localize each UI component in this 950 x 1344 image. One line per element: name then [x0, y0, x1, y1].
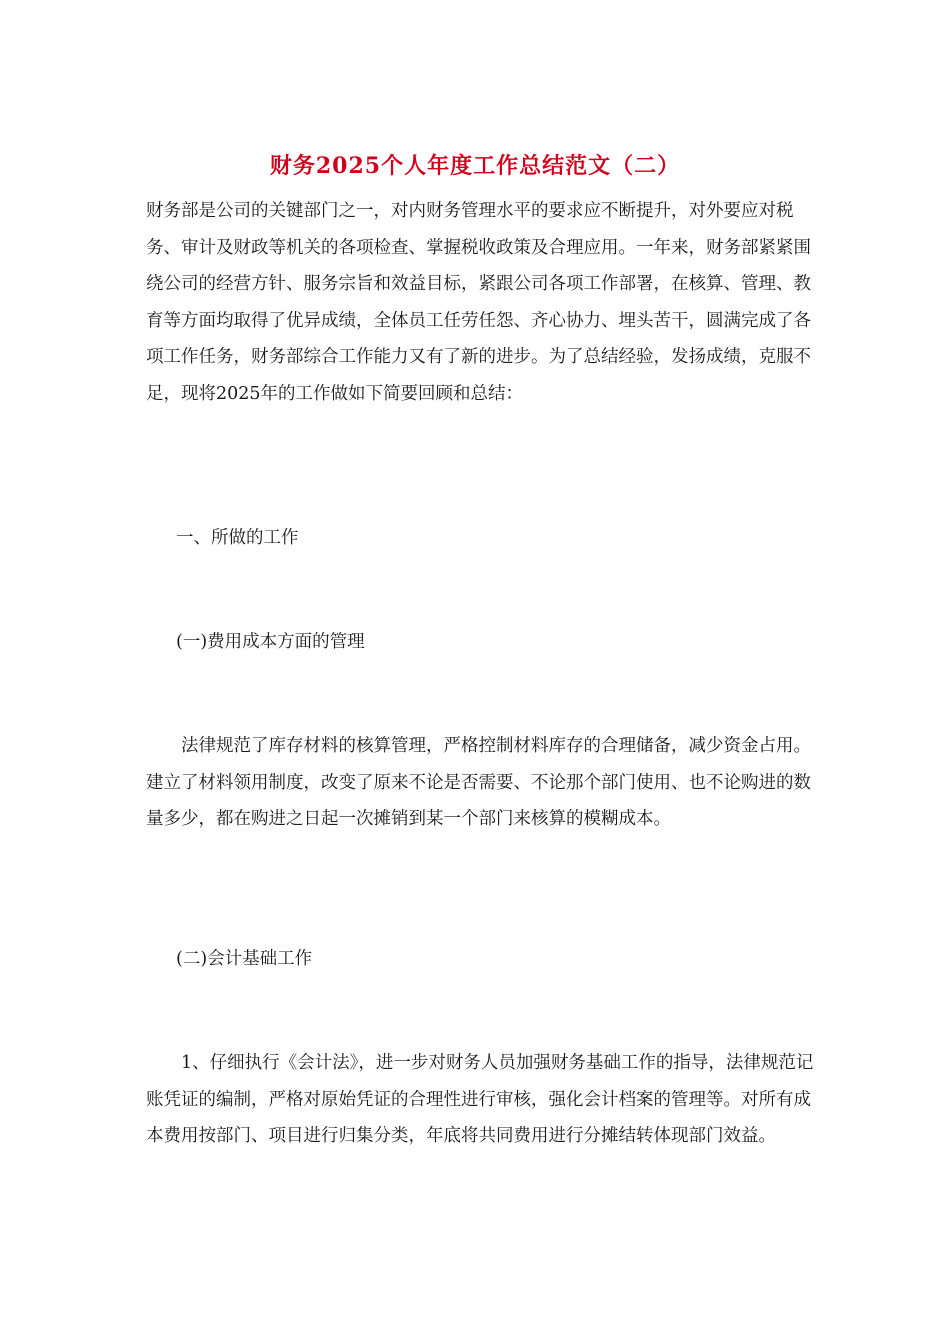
cost-management-paragraph: 法律规范了库存材料的核算管理，严格控制材料库存的合理储备，减少资金占用。建立了材料领用制度，改变了原来不论是否需要、不论那个部门使用、也不论购进的数量多少，都在购进之日起一次摊销到某一个部门来核算的模糊成本。 [146, 736, 811, 829]
subsection-heading-cost-management: (一)费用成本方面的管理 [176, 632, 365, 652]
accounting-item-1-paragraph: 1、仔细执行《会计法》，进一步对财务人员加强财务基础工作的指导，法律规范记账凭证的编制，严格对原始凭证的合理性进行审核，强化会计档案的管理等。对所有成本费用按部门、项目进行归集分类，年底将共同费用进行分摊结转体现部门效益。 [146, 1053, 814, 1146]
document-title: 财务2025个人年度工作总结范文（二） [269, 153, 681, 179]
intro-paragraph: 财务部是公司的关键部门之一，对内财务管理水平的要求应不断提升，对外要应对税务、审计及财政等机关的各项检查、掌握税收政策及合理应用。一年来，财务部紧紧围绕公司的经营方针、服务宗旨和效益目标，紧跟公司各项工作部署，在核算、管理、教育等方面均取得了优异成绩，全体员工任劳任怨、齐心协力、埋头苦干，圆满完成了各项工作任务，财务部综合工作能力又有了新的进步。为了总结经验，发扬成绩，克服不足，现将2025年的工作做如下简要回顾和总结： [146, 201, 811, 404]
section-heading-work-done: 一、所做的工作 [176, 528, 299, 548]
subsection-heading-accounting-basics: (二)会计基础工作 [176, 949, 313, 969]
